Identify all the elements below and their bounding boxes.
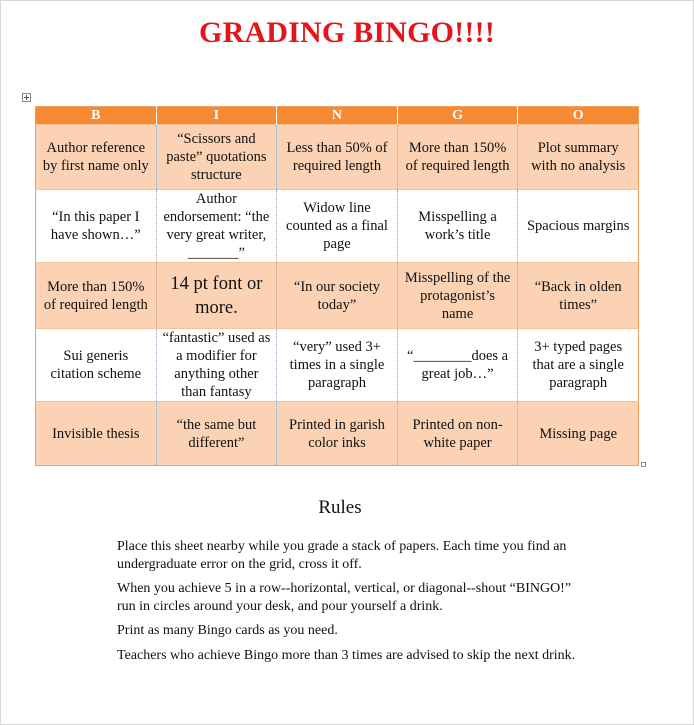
bingo-cell[interactable]: “In this paper I have shown…” (36, 190, 157, 263)
bingo-cell[interactable]: Sui generis citation scheme (36, 329, 157, 402)
column-header-o: O (518, 107, 639, 125)
bingo-cell[interactable]: Author reference by first name only (36, 125, 157, 190)
rules-section (117, 538, 577, 671)
bingo-cell[interactable]: “Back in olden times” (518, 263, 639, 329)
bingo-cell[interactable]: Printed on non-white paper (397, 402, 518, 466)
bingo-row (36, 329, 639, 402)
table-move-handle-icon[interactable] (22, 93, 31, 102)
bingo-cell[interactable]: “fantastic” used as a modifier for anything other than fantasy (156, 329, 277, 402)
bingo-header-row (36, 107, 639, 125)
bingo-cell[interactable]: Misspelling of the protagonist’s name (397, 263, 518, 329)
table-resize-handle-icon[interactable] (641, 462, 646, 467)
bingo-cell[interactable]: Plot summary with no analysis (518, 125, 639, 190)
bingo-row (36, 402, 639, 466)
bingo-cell[interactable]: “very” used 3+ times in a single paragraph (277, 329, 398, 402)
bingo-cell[interactable]: Widow line counted as a final page (277, 190, 398, 263)
bingo-cell[interactable]: Misspelling a work’s title (397, 190, 518, 263)
bingo-cell[interactable]: 14 pt font or more. (156, 263, 277, 329)
bingo-cell[interactable]: Printed in garish color inks (277, 402, 398, 466)
bingo-cell[interactable]: More than 150% of required length (36, 263, 157, 329)
bingo-row (36, 263, 639, 329)
bingo-cell[interactable]: Invisible thesis (36, 402, 157, 466)
bingo-cell[interactable]: Author endorsement: “the very great writer, _______” (156, 190, 277, 263)
rules-heading: Rules (318, 497, 362, 518)
column-header-n: N (277, 107, 398, 125)
bingo-row (36, 125, 639, 190)
rules-paragraph: When you achieve 5 in a row--horizontal, vertical, or diagonal--shout “BINGO!” run in circles around your desk, and pour yourself a drink. (117, 581, 572, 614)
bingo-cell[interactable]: “________does a great job…” (397, 329, 518, 402)
bingo-cell[interactable]: More than 150% of required length (397, 125, 518, 190)
bingo-cell[interactable]: “Scissors and paste” quotations structure (156, 125, 277, 190)
bingo-cell[interactable]: Less than 50% of required length (277, 125, 398, 190)
bingo-row (36, 190, 639, 263)
rules-paragraph: Print as many Bingo cards as you need. (117, 623, 338, 638)
bingo-cell[interactable]: “In our society today” (277, 263, 398, 329)
bingo-cell[interactable]: Spacious margins (518, 190, 639, 263)
bingo-cell[interactable]: Missing page (518, 402, 639, 466)
rules-paragraph: Teachers who achieve Bingo more than 3 times are advised to skip the next drink. (117, 647, 576, 663)
rules-paragraph: Place this sheet nearby while you grade a stack of papers. Each time you find an undergraduate error on the grid, cross it off. (117, 539, 567, 572)
bingo-cell[interactable]: “the same but different” (156, 402, 277, 466)
page-title: GRADING BINGO!!!! (199, 16, 495, 49)
column-header-g: G (397, 107, 518, 125)
column-header-i: I (156, 107, 277, 125)
bingo-grid (35, 106, 639, 466)
column-header-b: B (36, 107, 157, 125)
bingo-cell[interactable]: 3+ typed pages that are a single paragraph (518, 329, 639, 402)
